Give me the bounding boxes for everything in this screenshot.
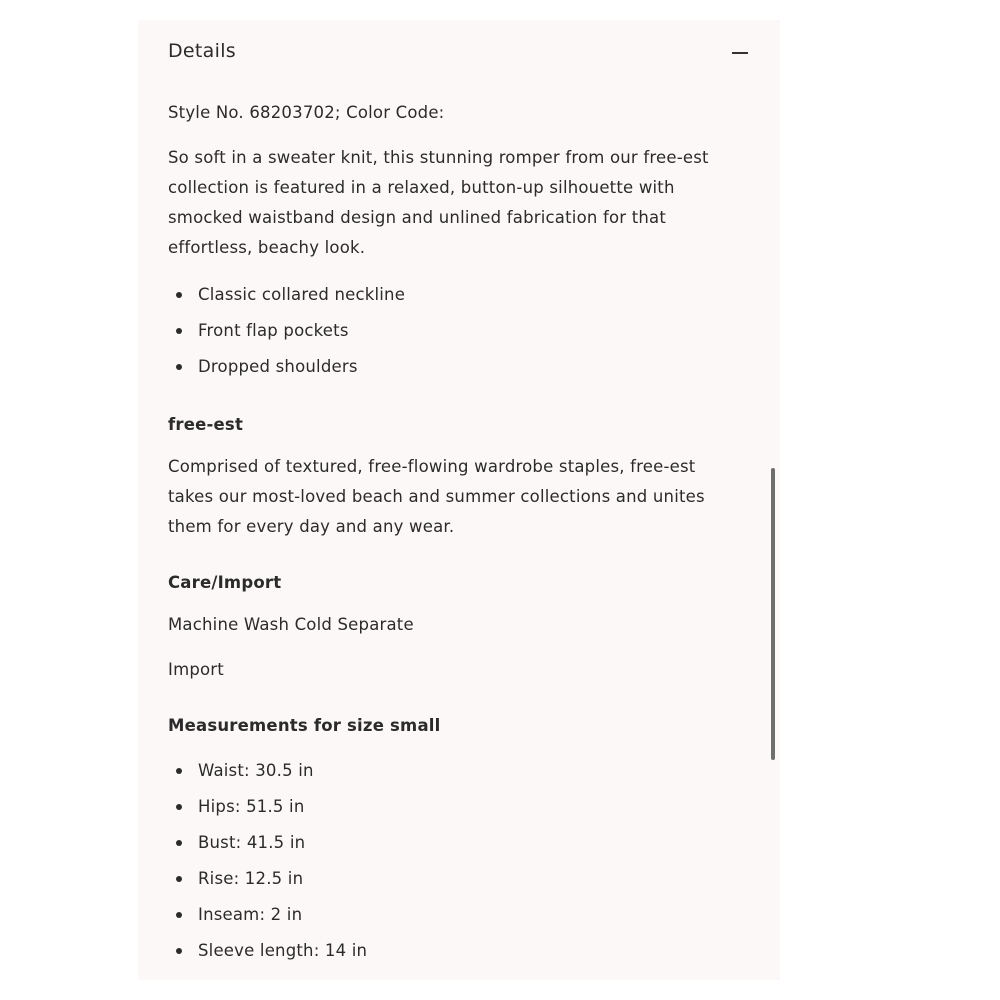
feature-text: Front flap pockets bbox=[198, 321, 349, 340]
bullet-icon bbox=[176, 292, 182, 298]
bullet-icon bbox=[176, 912, 182, 918]
details-accordion-header[interactable] bbox=[168, 40, 750, 66]
measurement-text: Inseam: 2 in bbox=[198, 905, 303, 924]
feature-text: Dropped shoulders bbox=[198, 357, 358, 376]
collapse-button[interactable] bbox=[730, 40, 750, 66]
measurement-text: Sleeve length: 14 in bbox=[198, 941, 368, 960]
details-content bbox=[168, 98, 738, 972]
freeest-description: Comprised of textured, free-flowing wardrobe staples, free-est takes our most-loved beach and summer collections and unites them for every day and any wear. bbox=[168, 457, 705, 536]
bullet-icon bbox=[176, 768, 182, 774]
list-item bbox=[168, 756, 738, 792]
care-instructions: Machine Wash Cold Separate bbox=[168, 615, 414, 634]
list-item bbox=[168, 864, 738, 900]
list-item bbox=[168, 936, 738, 972]
scrollbar-thumb[interactable] bbox=[771, 468, 775, 760]
measurement-text: Bust: 41.5 in bbox=[198, 833, 306, 852]
bullet-icon bbox=[176, 328, 182, 334]
measurements-heading: Measurements for size small bbox=[168, 716, 441, 735]
feature-text: Classic collared neckline bbox=[198, 285, 406, 304]
list-item bbox=[168, 900, 738, 936]
details-accordion-panel bbox=[138, 20, 780, 980]
freeest-heading: free-est bbox=[168, 415, 244, 434]
feature-list bbox=[168, 280, 738, 388]
style-number: Style No. 68203702; Color Code: bbox=[168, 103, 445, 122]
list-item bbox=[168, 828, 738, 864]
care-heading: Care/Import bbox=[168, 573, 282, 592]
list-item bbox=[168, 280, 738, 316]
origin-text: Import bbox=[168, 660, 224, 679]
measurement-text: Hips: 51.5 in bbox=[198, 797, 305, 816]
list-item bbox=[168, 316, 738, 352]
bullet-icon bbox=[176, 364, 182, 370]
measurement-text: Rise: 12.5 in bbox=[198, 869, 304, 888]
measurement-text: Waist: 30.5 in bbox=[198, 761, 314, 780]
list-item bbox=[168, 352, 738, 388]
details-title: Details bbox=[168, 40, 236, 62]
bullet-icon bbox=[176, 948, 182, 954]
list-item bbox=[168, 792, 738, 828]
product-description: So soft in a sweater knit, this stunning romper from our free-est collection is featured in a relaxed, button-up silhouette with smocked waistband design and unlined fabrication for that effortless, beachy look. bbox=[168, 148, 709, 257]
minus-icon bbox=[732, 52, 748, 54]
bullet-icon bbox=[176, 876, 182, 882]
bullet-icon bbox=[176, 804, 182, 810]
bullet-icon bbox=[176, 840, 182, 846]
measurements-list bbox=[168, 756, 738, 972]
